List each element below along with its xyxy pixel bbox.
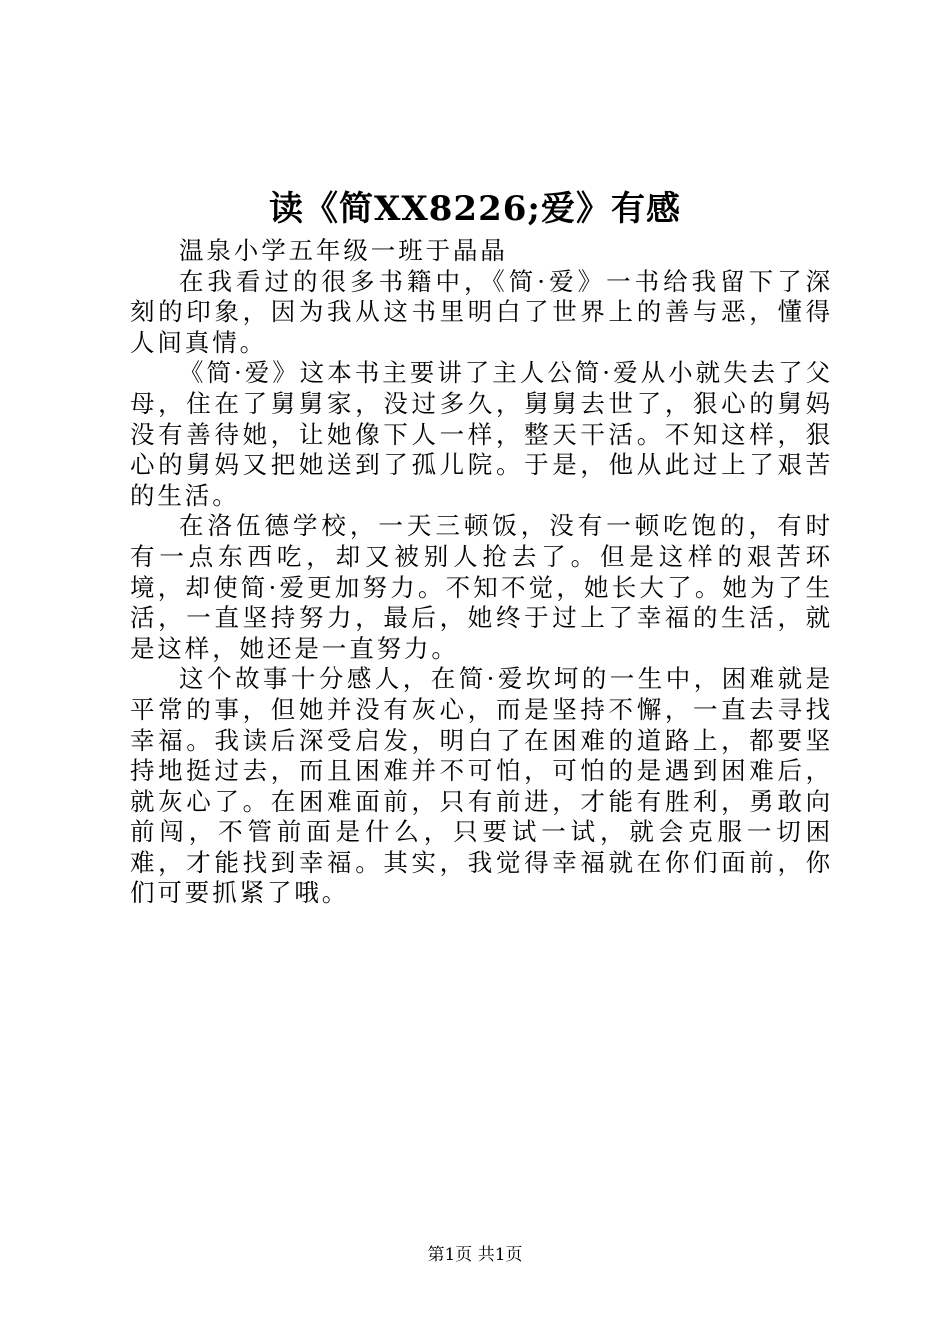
page-footer: 第1页 共1页 xyxy=(427,1245,523,1265)
document-body xyxy=(130,236,833,909)
paragraph-2: 《简·爱》这本书主要讲了主人公简·爱从小就失去了父母，住在了舅舅家，没过多久，舅舅去世了，狠心的舅妈没有善待她，让她像下人一样，整天干活。不知这样，狠心的舅妈又把她送到了孤儿院。于是，他从此过上了艰苦的生活。 xyxy=(130,358,833,510)
paragraph-3: 在洛伍德学校，一天三顿饭，没有一顿吃饱的，有时有一点东西吃，却又被别人抢去了。但是这样的艰苦环境，却使简·爱更加努力。不知不觉，她长大了。她为了生活，一直坚持努力，最后，她终于过上了幸福的生活，就是这样，她还是一直努力。 xyxy=(130,511,833,663)
paragraph-4: 这个故事十分感人，在简·爱坎坷的一生中，困难就是平常的事，但她并没有灰心，而是坚持不懈，一直去寻找幸福。我读后深受启发，明白了在困难的道路上，都要坚持地挺过去，而且困难并不可怕，可怕的是遇到困难后，就灰心了。在困难面前，只有前进，才能有胜利，勇敢向前闯，不管前面是什么，只要试一试，就会克服一切困难，才能找到幸福。其实，我觉得幸福就在你们面前，你们可要抓紧了哦。 xyxy=(130,664,833,908)
document-title: 读《简XX8226;爱》有感 xyxy=(269,189,681,229)
paragraph-1: 在我看过的很多书籍中，《简·爱》一书给我留下了深刻的印象，因为我从这书里明白了世界上的善与恶，懂得人间真情。 xyxy=(130,266,833,357)
author-line: 温泉小学五年级一班于晶晶 xyxy=(179,236,508,265)
